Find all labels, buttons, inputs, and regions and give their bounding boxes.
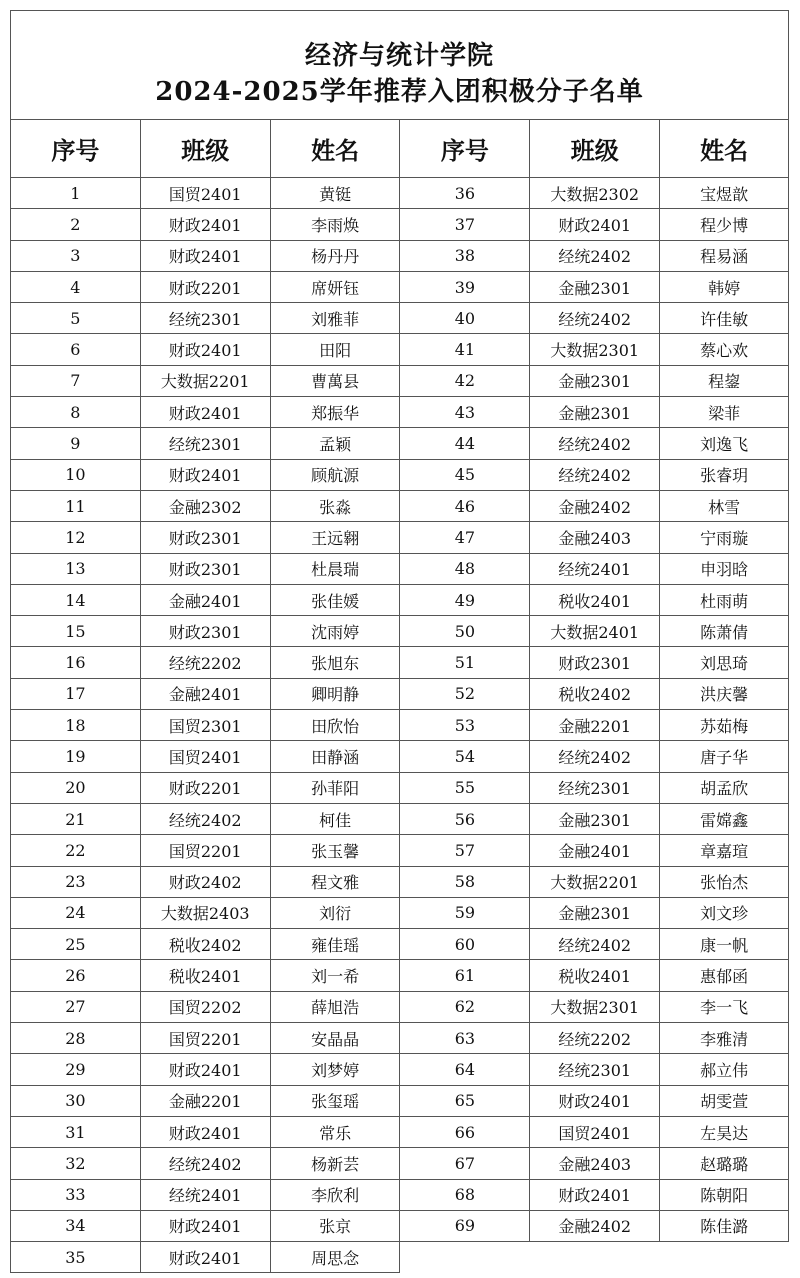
cell-class: 大数据2301 [530, 991, 660, 1022]
cell-class: 财政2401 [140, 397, 270, 428]
cell-name: 程少博 [660, 209, 789, 240]
cell-no: 28 [11, 1023, 141, 1054]
cell-no: 30 [11, 1085, 141, 1116]
cell-name: 康一帆 [660, 929, 789, 960]
cell-class: 大数据2403 [140, 897, 270, 928]
cell-name: 刘衍 [270, 897, 400, 928]
table-row [11, 1116, 789, 1147]
table-row [11, 866, 789, 897]
cell-name: 郑振华 [270, 397, 400, 428]
cell-no: 49 [400, 584, 530, 615]
cell-name: 张旭东 [270, 647, 400, 678]
cell-class: 经统2402 [530, 741, 660, 772]
table-row [11, 772, 789, 803]
cell-no: 21 [11, 803, 141, 834]
header-no: 序号 [400, 120, 530, 178]
cell-no: 14 [11, 584, 141, 615]
cell-class: 财政2401 [140, 1054, 270, 1085]
cell-class: 经统2402 [140, 1148, 270, 1179]
cell-no: 2 [11, 209, 141, 240]
cell-name: 薛旭浩 [270, 991, 400, 1022]
cell-no: 66 [400, 1116, 530, 1147]
cell-class: 国贸2201 [140, 1023, 270, 1054]
cell-no: 16 [11, 647, 141, 678]
cell-no: 29 [11, 1054, 141, 1085]
cell-class: 财政2401 [140, 334, 270, 365]
cell-no: 68 [400, 1179, 530, 1210]
cell-no: 1 [11, 178, 141, 209]
cell-name: 程文雅 [270, 866, 400, 897]
cell-no: 9 [11, 428, 141, 459]
table-row [11, 365, 789, 396]
cell-class: 财政2401 [140, 459, 270, 490]
table-row [11, 741, 789, 772]
cell-no: 10 [11, 459, 141, 490]
cell-class: 经统2301 [140, 303, 270, 334]
table-row [11, 397, 789, 428]
cell-name: 杨丹丹 [270, 240, 400, 271]
cell-no: 34 [11, 1210, 141, 1241]
cell-class: 国贸2301 [140, 710, 270, 741]
cell-no: 69 [400, 1210, 530, 1241]
header-row [11, 120, 789, 178]
cell-name: 程鋆 [660, 365, 789, 396]
cell-no: 44 [400, 428, 530, 459]
table-row [11, 459, 789, 490]
cell-class: 税收2402 [530, 678, 660, 709]
title-block [10, 10, 789, 119]
table-row [11, 803, 789, 834]
cell-name: 刘思琦 [660, 647, 789, 678]
table-row [11, 428, 789, 459]
cell-name: 林雪 [660, 490, 789, 521]
cell-name: 程易涵 [660, 240, 789, 271]
cell-class: 经统2402 [530, 240, 660, 271]
table-row [11, 584, 789, 615]
school-title: 经济与统计学院 [304, 41, 494, 71]
cell-class: 经统2401 [530, 553, 660, 584]
cell-no: 13 [11, 553, 141, 584]
cell-name: 张怡杰 [660, 866, 789, 897]
cell-class: 金融2401 [530, 835, 660, 866]
cell-name: 杜雨萌 [660, 584, 789, 615]
cell-name: 雷嫦鑫 [660, 803, 789, 834]
cell-class: 经统2402 [530, 929, 660, 960]
cell-name: 苏茹梅 [660, 710, 789, 741]
cell-class: 税收2402 [140, 929, 270, 960]
cell-class: 经统2402 [140, 803, 270, 834]
cell-class: 财政2201 [140, 772, 270, 803]
table-row [11, 303, 789, 334]
cell-name: 田欣怡 [270, 710, 400, 741]
cell-no: 53 [400, 710, 530, 741]
header-no: 序号 [11, 120, 141, 178]
cell-class: 大数据2201 [140, 365, 270, 396]
cell-class: 金融2403 [530, 1148, 660, 1179]
cell-class: 金融2201 [530, 710, 660, 741]
cell-name: 周思念 [270, 1242, 400, 1273]
cell-no: 26 [11, 960, 141, 991]
cell-class: 经统2402 [530, 459, 660, 490]
cell-name: 郝立伟 [660, 1054, 789, 1085]
cell-name: 曹萬县 [270, 365, 400, 396]
header-class: 班级 [530, 120, 660, 178]
cell-no: 41 [400, 334, 530, 365]
table-row [11, 960, 789, 991]
cell-no: 8 [11, 397, 141, 428]
cell-name: 席妍钰 [270, 271, 400, 302]
cell-class: 财政2401 [530, 209, 660, 240]
empty-cell [660, 1242, 789, 1273]
cell-name: 陈佳潞 [660, 1210, 789, 1241]
cell-class: 财政2301 [140, 616, 270, 647]
cell-name: 章嘉瑄 [660, 835, 789, 866]
table-row [11, 553, 789, 584]
cell-name: 宝煜歆 [660, 178, 789, 209]
table-row [11, 178, 789, 209]
header-name: 姓名 [660, 120, 789, 178]
table-row [11, 929, 789, 960]
cell-no: 60 [400, 929, 530, 960]
cell-name: 杨新芸 [270, 1148, 400, 1179]
cell-no: 64 [400, 1054, 530, 1085]
cell-no: 25 [11, 929, 141, 960]
table-row [11, 1148, 789, 1179]
cell-name: 陈萧倩 [660, 616, 789, 647]
cell-no: 52 [400, 678, 530, 709]
cell-no: 22 [11, 835, 141, 866]
cell-no: 46 [400, 490, 530, 521]
cell-class: 经统2301 [530, 772, 660, 803]
cell-no: 51 [400, 647, 530, 678]
cell-no: 37 [400, 209, 530, 240]
cell-no: 7 [11, 365, 141, 396]
cell-class: 金融2401 [140, 678, 270, 709]
cell-name: 刘梦婷 [270, 1054, 400, 1085]
cell-no: 35 [11, 1242, 141, 1273]
cell-no: 43 [400, 397, 530, 428]
table-row [11, 678, 789, 709]
cell-no: 6 [11, 334, 141, 365]
empty-cell [530, 1242, 660, 1273]
cell-name: 卿明静 [270, 678, 400, 709]
cell-no: 62 [400, 991, 530, 1022]
cell-name: 左昊达 [660, 1116, 789, 1147]
cell-class: 财政2401 [140, 240, 270, 271]
cell-no: 23 [11, 866, 141, 897]
cell-name: 常乐 [270, 1116, 400, 1147]
cell-name: 洪庆馨 [660, 678, 789, 709]
table-row [11, 1023, 789, 1054]
table-row [11, 1210, 789, 1241]
cell-no: 18 [11, 710, 141, 741]
cell-class: 国贸2401 [140, 178, 270, 209]
table-row [11, 334, 789, 365]
cell-no: 19 [11, 741, 141, 772]
cell-no: 36 [400, 178, 530, 209]
cell-name: 李雨焕 [270, 209, 400, 240]
cell-class: 金融2302 [140, 490, 270, 521]
cell-name: 惠郁函 [660, 960, 789, 991]
cell-name: 顾航源 [270, 459, 400, 490]
cell-name: 杜晨瑞 [270, 553, 400, 584]
cell-name: 李雅清 [660, 1023, 789, 1054]
cell-no: 31 [11, 1116, 141, 1147]
cell-name: 许佳敏 [660, 303, 789, 334]
cell-name: 张佳媛 [270, 584, 400, 615]
cell-no: 42 [400, 365, 530, 396]
cell-class: 经统2402 [530, 428, 660, 459]
cell-name: 刘一希 [270, 960, 400, 991]
cell-no: 48 [400, 553, 530, 584]
cell-class: 国贸2401 [140, 741, 270, 772]
cell-class: 大数据2302 [530, 178, 660, 209]
cell-no: 4 [11, 271, 141, 302]
cell-class: 大数据2301 [530, 334, 660, 365]
cell-name: 沈雨婷 [270, 616, 400, 647]
roster-table [10, 119, 789, 1273]
cell-class: 经统2301 [530, 1054, 660, 1085]
cell-class: 财政2401 [530, 1085, 660, 1116]
cell-name: 李欣利 [270, 1179, 400, 1210]
cell-name: 陈朝阳 [660, 1179, 789, 1210]
table-row [11, 209, 789, 240]
table-row [11, 710, 789, 741]
cell-name: 张玺瑶 [270, 1085, 400, 1116]
cell-name: 田阳 [270, 334, 400, 365]
cell-no: 45 [400, 459, 530, 490]
cell-no: 5 [11, 303, 141, 334]
cell-class: 财政2401 [140, 209, 270, 240]
cell-class: 税收2401 [530, 584, 660, 615]
cell-name: 柯佳 [270, 803, 400, 834]
table-row [11, 1179, 789, 1210]
cell-no: 63 [400, 1023, 530, 1054]
cell-class: 财政2401 [140, 1116, 270, 1147]
cell-class: 财政2401 [140, 1242, 270, 1273]
cell-class: 经统2202 [140, 647, 270, 678]
table-row [11, 647, 789, 678]
cell-class: 金融2301 [530, 271, 660, 302]
cell-name: 田静涵 [270, 741, 400, 772]
header-class: 班级 [140, 120, 270, 178]
cell-no: 59 [400, 897, 530, 928]
cell-name: 梁菲 [660, 397, 789, 428]
cell-no: 20 [11, 772, 141, 803]
cell-class: 金融2402 [530, 490, 660, 521]
cell-class: 税收2401 [140, 960, 270, 991]
table-row [11, 240, 789, 271]
cell-class: 财政2401 [140, 1210, 270, 1241]
cell-class: 国贸2202 [140, 991, 270, 1022]
cell-class: 国贸2401 [530, 1116, 660, 1147]
cell-name: 张淼 [270, 490, 400, 521]
cell-no: 12 [11, 522, 141, 553]
cell-name: 韩婷 [660, 271, 789, 302]
cell-class: 财政2301 [140, 553, 270, 584]
cell-no: 67 [400, 1148, 530, 1179]
cell-no: 55 [400, 772, 530, 803]
cell-no: 61 [400, 960, 530, 991]
cell-class: 金融2301 [530, 365, 660, 396]
cell-no: 39 [400, 271, 530, 302]
cell-name: 李一飞 [660, 991, 789, 1022]
cell-name: 赵璐璐 [660, 1148, 789, 1179]
cell-class: 金融2403 [530, 522, 660, 553]
cell-class: 金融2301 [530, 897, 660, 928]
cell-no: 56 [400, 803, 530, 834]
table-row [11, 1242, 789, 1273]
table-row [11, 490, 789, 521]
cell-name: 雍佳瑶 [270, 929, 400, 960]
table-row [11, 1085, 789, 1116]
cell-class: 大数据2401 [530, 616, 660, 647]
cell-no: 65 [400, 1085, 530, 1116]
cell-no: 11 [11, 490, 141, 521]
table-row [11, 991, 789, 1022]
cell-class: 经统2301 [140, 428, 270, 459]
cell-class: 财政2201 [140, 271, 270, 302]
cell-class: 税收2401 [530, 960, 660, 991]
cell-name: 孙菲阳 [270, 772, 400, 803]
cell-name: 唐子华 [660, 741, 789, 772]
cell-name: 张京 [270, 1210, 400, 1241]
cell-no: 47 [400, 522, 530, 553]
cell-name: 刘文珍 [660, 897, 789, 928]
list-title: 2024-2025学年推荐入团积极分子名单 [155, 77, 644, 107]
cell-no: 38 [400, 240, 530, 271]
cell-name: 蔡心欢 [660, 334, 789, 365]
cell-name: 刘雅菲 [270, 303, 400, 334]
cell-no: 3 [11, 240, 141, 271]
cell-name: 胡雯萱 [660, 1085, 789, 1116]
table-row [11, 1054, 789, 1085]
cell-no: 40 [400, 303, 530, 334]
cell-no: 33 [11, 1179, 141, 1210]
cell-class: 财政2301 [530, 647, 660, 678]
cell-name: 安晶晶 [270, 1023, 400, 1054]
cell-name: 王远翱 [270, 522, 400, 553]
cell-class: 金融2402 [530, 1210, 660, 1241]
cell-name: 黄铤 [270, 178, 400, 209]
cell-name: 申羽晗 [660, 553, 789, 584]
cell-no: 17 [11, 678, 141, 709]
cell-name: 张睿玥 [660, 459, 789, 490]
cell-name: 胡孟欣 [660, 772, 789, 803]
header-name: 姓名 [270, 120, 400, 178]
cell-class: 金融2301 [530, 397, 660, 428]
cell-no: 54 [400, 741, 530, 772]
cell-class: 财政2301 [140, 522, 270, 553]
cell-name: 张玉馨 [270, 835, 400, 866]
cell-no: 24 [11, 897, 141, 928]
cell-no: 50 [400, 616, 530, 647]
cell-no: 15 [11, 616, 141, 647]
cell-class: 国贸2201 [140, 835, 270, 866]
empty-cell [400, 1242, 530, 1273]
cell-class: 金融2401 [140, 584, 270, 615]
cell-no: 58 [400, 866, 530, 897]
table-row [11, 616, 789, 647]
table-row [11, 897, 789, 928]
cell-class: 财政2401 [530, 1179, 660, 1210]
cell-name: 刘逸飞 [660, 428, 789, 459]
cell-class: 金融2301 [530, 803, 660, 834]
table-row [11, 522, 789, 553]
cell-class: 经统2401 [140, 1179, 270, 1210]
table-row [11, 835, 789, 866]
cell-class: 金融2201 [140, 1085, 270, 1116]
cell-name: 孟颖 [270, 428, 400, 459]
cell-class: 经统2202 [530, 1023, 660, 1054]
cell-class: 经统2402 [530, 303, 660, 334]
cell-name: 宁雨璇 [660, 522, 789, 553]
cell-class: 大数据2201 [530, 866, 660, 897]
cell-class: 财政2402 [140, 866, 270, 897]
roster-sheet [10, 10, 789, 1267]
table-row [11, 271, 789, 302]
cell-no: 32 [11, 1148, 141, 1179]
cell-no: 27 [11, 991, 141, 1022]
cell-no: 57 [400, 835, 530, 866]
